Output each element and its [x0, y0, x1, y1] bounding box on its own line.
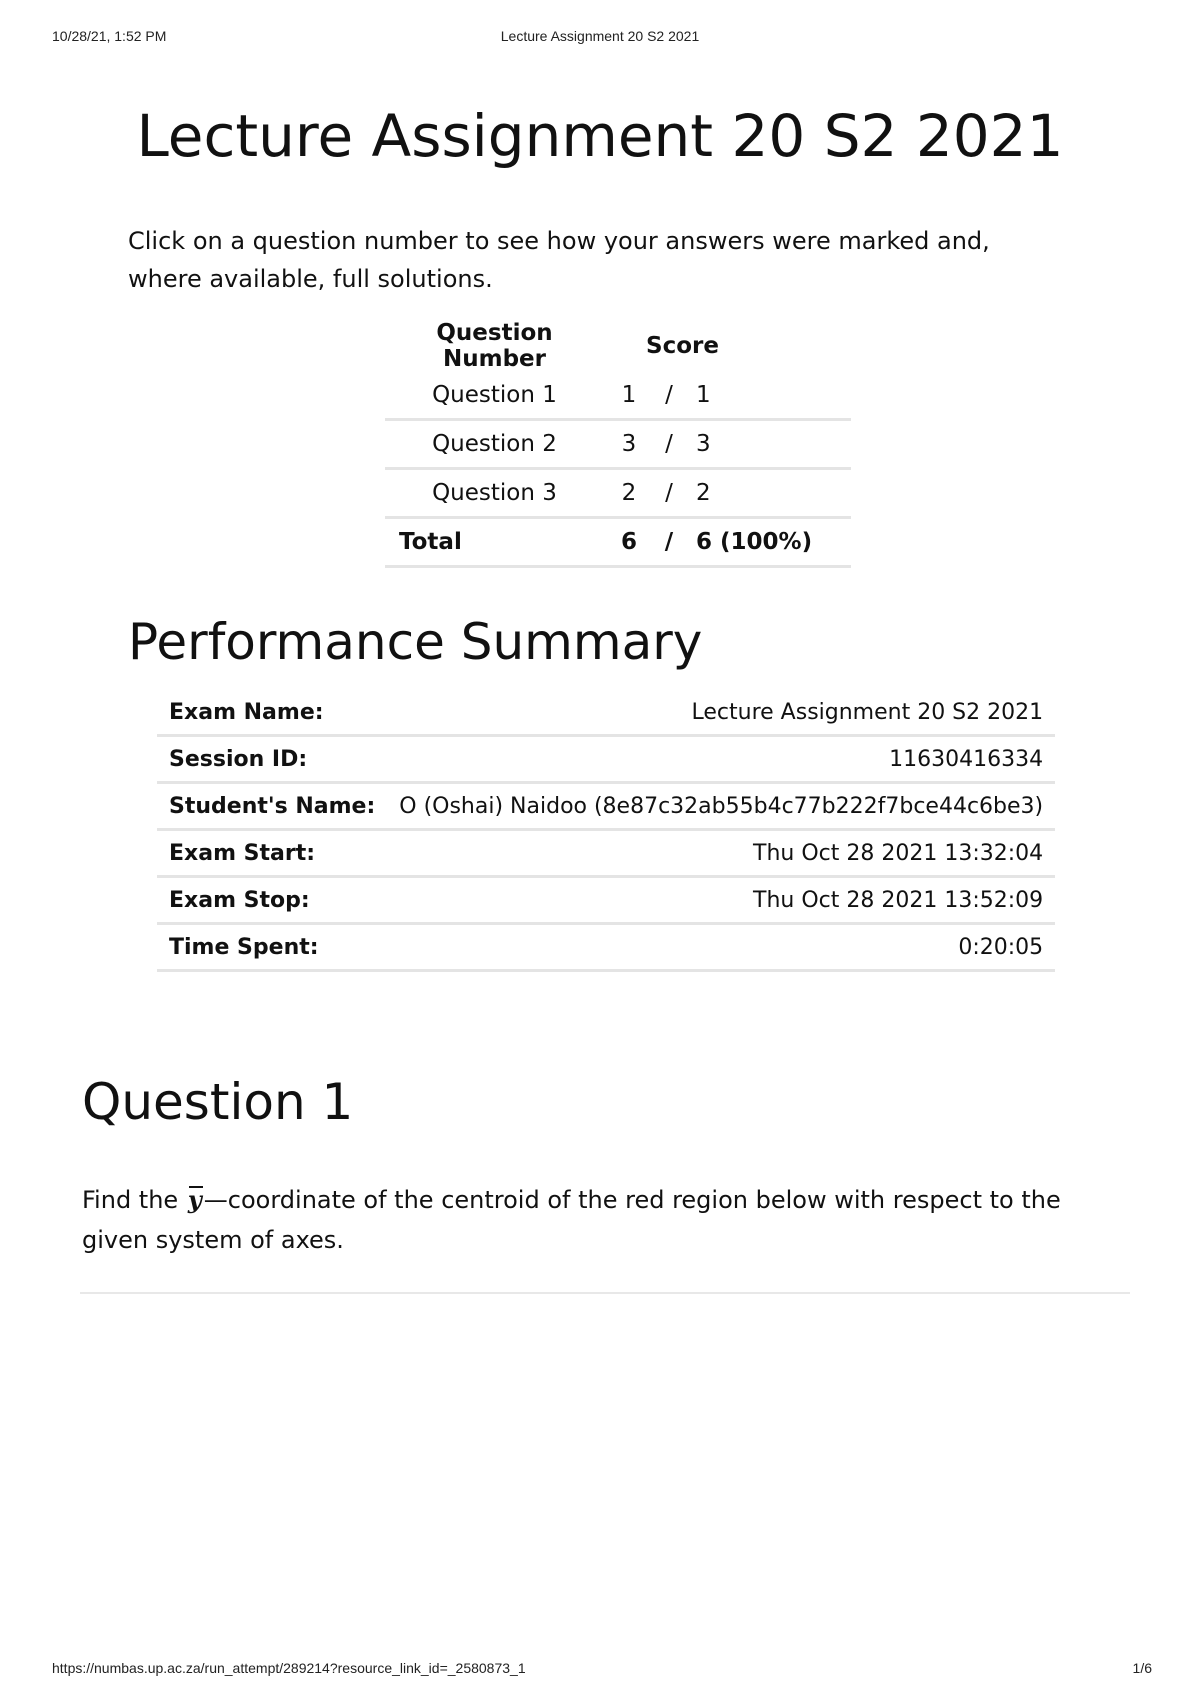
question-link[interactable]: Question 1: [385, 372, 604, 420]
summary-value: Thu Oct 28 2021 13:32:04: [387, 830, 1055, 877]
summary-value: Lecture Assignment 20 S2 2021: [387, 690, 1055, 736]
score-table-header: [385, 320, 851, 372]
print-url: https://numbas.up.ac.za/run_attempt/289214?resource_link_id=_2580873_1: [52, 1660, 526, 1676]
question-link[interactable]: Question 2: [385, 420, 604, 469]
score-value: 1: [604, 372, 654, 420]
print-page-number: 1/6: [1132, 1660, 1152, 1676]
section-divider: [80, 1292, 1130, 1294]
total-label: Total: [385, 518, 604, 567]
print-header: [0, 28, 1200, 48]
question-1-text: [82, 1180, 1102, 1260]
summary-row: [157, 924, 1055, 971]
print-footer: [0, 1660, 1200, 1680]
summary-label: Exam Name:: [157, 690, 387, 736]
y-bar-symbol: y: [186, 1180, 204, 1220]
performance-summary-table: [157, 690, 1055, 972]
score-max: 2: [684, 469, 851, 518]
summary-row: [157, 736, 1055, 783]
score-max: 1: [684, 372, 851, 420]
question-link[interactable]: Question 3: [385, 469, 604, 518]
summary-label: Time Spent:: [157, 924, 387, 971]
summary-row: [157, 830, 1055, 877]
header-score: Score: [646, 333, 719, 359]
print-title: Lecture Assignment 20 S2 2021: [500, 28, 700, 44]
score-value: 3: [604, 420, 654, 469]
summary-label: Exam Stop:: [157, 877, 387, 924]
intro-text: Click on a question number to see how your answers were marked and, where available, full solutions.: [128, 227, 990, 293]
summary-label: Exam Start:: [157, 830, 387, 877]
total-row: [385, 518, 851, 567]
question-1-title: Question 1: [82, 1073, 354, 1131]
score-separator: /: [654, 469, 684, 518]
performance-summary-title: Performance Summary: [128, 613, 703, 671]
total-separator: /: [654, 518, 684, 567]
summary-label: Session ID:: [157, 736, 387, 783]
total-score: 6: [604, 518, 654, 567]
score-value: 2: [604, 469, 654, 518]
table-row[interactable]: [385, 372, 851, 420]
score-table: [385, 320, 851, 568]
table-row[interactable]: [385, 469, 851, 518]
summary-value: Thu Oct 28 2021 13:52:09: [387, 877, 1055, 924]
score-separator: /: [654, 420, 684, 469]
question-text-end: —coordinate of the centroid of the red region below with respect to the given system of axes.: [82, 1186, 1061, 1254]
score-separator: /: [654, 372, 684, 420]
summary-value: O (Oshai) Naidoo (8e87c32ab55b4c77b222f7bce44c6be3): [387, 783, 1055, 830]
page-title: Lecture Assignment 20 S2 2021: [136, 102, 1064, 170]
question-text-start: Find the: [82, 1186, 179, 1214]
summary-label: Student's Name:: [157, 783, 387, 830]
summary-value: 11630416334: [387, 736, 1055, 783]
header-question-number: Question Number: [436, 320, 553, 372]
total-max: 6 (100%): [684, 518, 851, 567]
summary-value: 0:20:05: [387, 924, 1055, 971]
summary-row: [157, 690, 1055, 736]
summary-row: [157, 877, 1055, 924]
summary-row: [157, 783, 1055, 830]
print-datetime: 10/28/21, 1:52 PM: [52, 28, 167, 44]
table-row[interactable]: [385, 420, 851, 469]
score-max: 3: [684, 420, 851, 469]
